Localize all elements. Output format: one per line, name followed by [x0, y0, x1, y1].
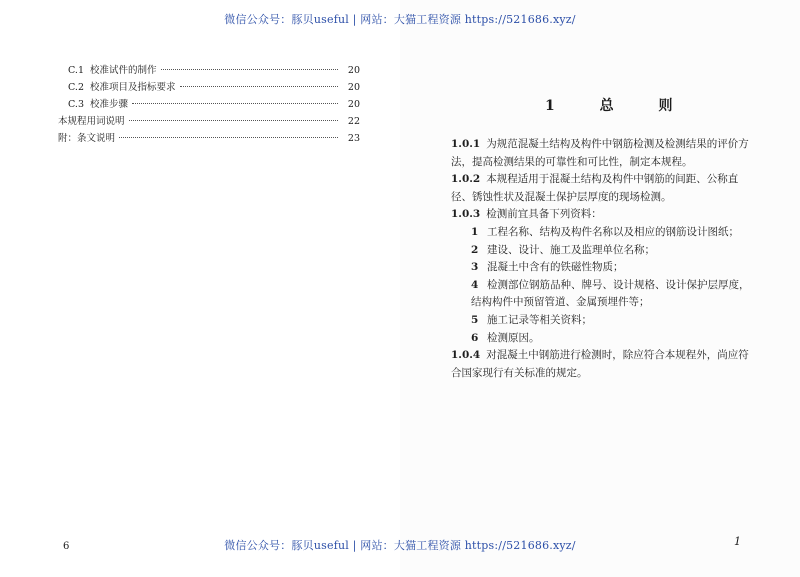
- list-item: [451, 224, 756, 242]
- chapter-body: [451, 136, 756, 382]
- left-page-number: 6: [63, 541, 70, 552]
- clause-text: 检测前宜具备下列资料：: [486, 208, 602, 221]
- item-number: 4: [471, 278, 479, 291]
- watermark-top: 微信公众号：豚贝useful | 网站：大猫工程资源 https://521686.xyz/: [224, 13, 576, 26]
- clause-1-0-1: [451, 136, 756, 171]
- toc-entry-page: 23: [347, 133, 360, 144]
- item-text: 工程名称、结构及构件名称以及相应的钢筋设计图纸；: [487, 225, 739, 238]
- clause-text: 本规程适用于混凝土结构及构件中钢筋的间距、公称直径、锈蚀性状及混凝土保护层厚度的现场检测。: [451, 173, 739, 203]
- list-item: [451, 242, 756, 260]
- item-number: 2: [471, 243, 479, 256]
- clause-1-0-2: [451, 171, 756, 206]
- toc-entry[interactable]: [58, 96, 360, 113]
- toc-entry-title: 本规程用词说明: [58, 116, 125, 127]
- toc-leader-dots: [119, 137, 338, 138]
- item-text: 建设、设计、施工及监理单位名称；: [487, 243, 655, 256]
- item-number: 5: [471, 313, 479, 326]
- table-of-contents: [58, 62, 360, 147]
- toc-leader-dots: [180, 86, 338, 87]
- clause-text: 为规范混凝土结构及构件中钢筋检测及检测结果的评价方法，提高检测结果的可靠性和可比性，制定本规程。: [451, 138, 749, 168]
- list-item: [451, 259, 756, 277]
- toc-entry-code: C.3: [68, 99, 84, 110]
- clause-number: 1.0.3: [451, 208, 481, 221]
- toc-entry-code: C.1: [68, 65, 84, 76]
- item-number: 3: [471, 261, 479, 274]
- toc-entry-title: 附：条文说明: [58, 133, 116, 144]
- clause-1-0-4: [451, 347, 756, 382]
- chapter-title: 1 总 则: [545, 98, 693, 114]
- list-item: [451, 312, 756, 330]
- toc-entry-title: 校准步骤: [90, 99, 129, 110]
- toc-entry-page: 22: [347, 116, 360, 127]
- toc-entry-title: 校准项目及指标要求: [90, 82, 176, 93]
- item-number: 6: [471, 331, 479, 344]
- watermark-bottom: 微信公众号：豚贝useful | 网站：大猫工程资源 https://521686.xyz/: [224, 539, 576, 552]
- toc-entry-code: C.2: [68, 82, 84, 93]
- item-text: 检测部位钢筋品种、牌号、设计规格、设计保护层厚度，结构构件中预留管道、金属预埋件等；: [471, 278, 750, 309]
- item-text: 混凝土中含有的铁磁性物质；: [487, 261, 624, 274]
- toc-entry-title: 校准试件的制作: [90, 65, 157, 76]
- clause-number: 1.0.4: [451, 349, 481, 362]
- toc-leader-dots: [161, 69, 338, 70]
- clause-number: 1.0.2: [451, 173, 481, 186]
- clause-1-0-3: [451, 206, 756, 224]
- item-number: 1: [471, 225, 479, 238]
- toc-entry-page: 20: [347, 65, 360, 76]
- item-text: 施工记录等相关资料；: [487, 313, 592, 326]
- toc-leader-dots: [132, 103, 338, 104]
- toc-leader-dots: [129, 120, 338, 121]
- clause-text: 对混凝土中钢筋进行检测时，除应符合本规程外，尚应符合国家现行有关标准的规定。: [451, 349, 749, 379]
- toc-entry-page: 20: [347, 82, 360, 93]
- list-item: [451, 277, 756, 312]
- toc-entry[interactable]: [58, 79, 360, 96]
- toc-entry[interactable]: [58, 113, 360, 130]
- list-item: [451, 330, 756, 348]
- toc-entry-page: 20: [347, 99, 360, 110]
- toc-entry[interactable]: [58, 62, 360, 79]
- clause-number: 1.0.1: [451, 138, 481, 150]
- right-page-number: 1: [734, 535, 741, 548]
- item-text: 检测原因。: [487, 331, 540, 344]
- toc-entry[interactable]: [58, 130, 360, 147]
